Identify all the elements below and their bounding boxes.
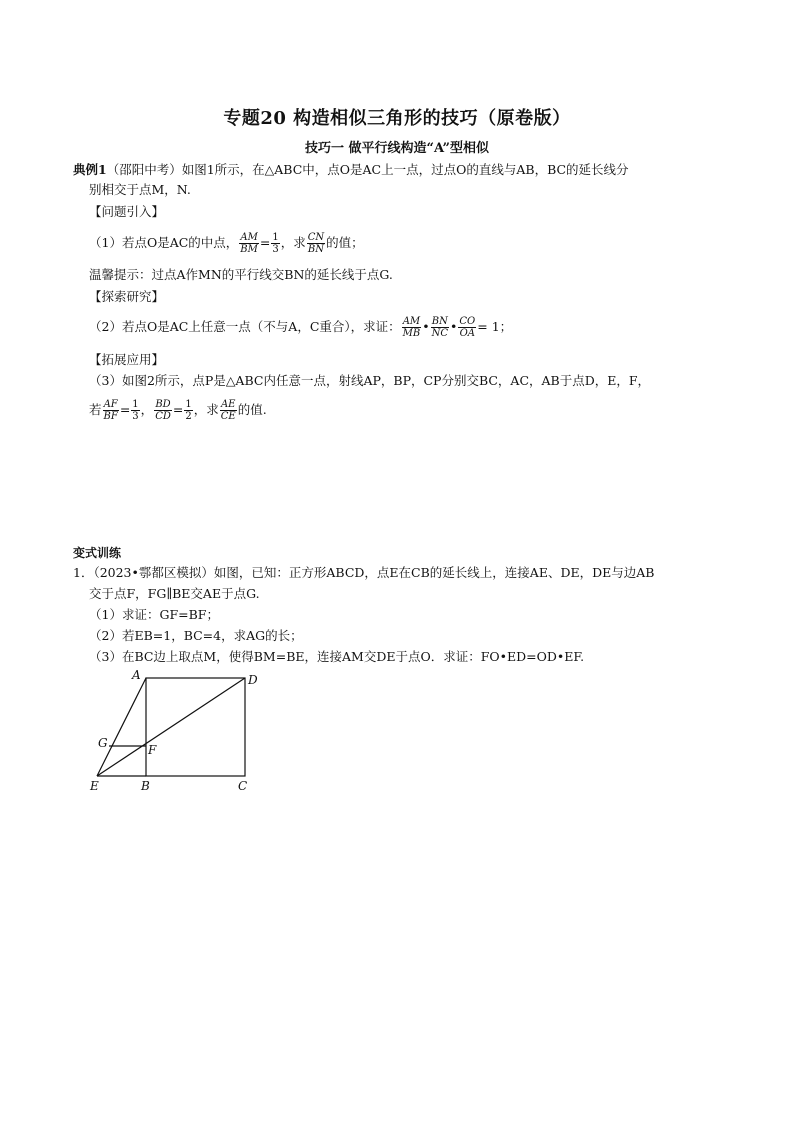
exercise-1-question-1: （1）求证：GF=BF；	[89, 607, 219, 622]
label-g: G	[98, 736, 108, 750]
explore-heading: 【探索研究】	[89, 289, 165, 304]
fraction: $\frac{AE}{CE}$	[220, 399, 236, 422]
example-line-1: 典例1（邵阳中考）如图1所示，在△ABC中，点O是AC上一点，过点O的直线与AB，BC的延长线分	[73, 162, 629, 177]
hint-text: 温馨提示：过点A作MN的平行线交BN的延长线于点G.	[89, 267, 393, 282]
fraction: $\frac{1}{3}$	[132, 399, 139, 422]
label-e: E	[90, 779, 99, 793]
fraction: $\frac{BN}{NC}$	[431, 316, 449, 339]
section-subtitle: 技巧一 做平行线构造“A”型相似	[304, 141, 490, 156]
application-heading: 【拓展应用】	[89, 352, 165, 367]
square-abcd	[146, 678, 245, 776]
fraction: $\frac{AM}{BM}$	[240, 232, 258, 255]
exercise-1-question-3: （3）在BC边上取点M，使得BM=BE，连接AM交DE于点O．求证：FO•ED=OD•EF.	[89, 649, 585, 664]
segment-ae	[97, 678, 146, 776]
exercise-1-line-2: 交于点F，FG∥BE交AE于点G.	[89, 586, 260, 601]
example-line-2: 别相交于点M，N.	[89, 182, 191, 197]
problem-intro-heading: 【问题引入】	[89, 204, 165, 219]
square-figure	[80, 668, 280, 798]
fraction: $\frac{AM}{MB}$	[402, 316, 421, 339]
exercise-section-title: 变式训练	[73, 546, 122, 560]
question-3-line-1: （3）如图2所示，点P是△ABC内任意一点，射线AP，BP，CP分别交BC，AC，AB于点D，E，F，	[89, 373, 651, 388]
fraction: $\frac{BD}{CD}$	[155, 399, 171, 422]
fraction: $\frac{CO}{OA}$	[459, 316, 476, 339]
fraction: $\frac{1}{2}$	[185, 399, 192, 422]
fraction: $\frac{1}{3}$	[272, 232, 279, 255]
label-b: B	[141, 779, 150, 793]
label-d: D	[248, 673, 258, 687]
question-2: （2）若点O是AC上任意一点（不与A，C重合），求证： $\frac{AM}{MB}$ • $\frac{BN}{NC}$ • $\frac{CO}{OA}$ = 1；	[89, 316, 513, 339]
fraction: $\frac{AF}{BF}$	[103, 399, 118, 422]
exercise-1-question-2: （2）若EB=1，BC=4，求AG的长；	[89, 628, 303, 643]
example-label: 典例1	[73, 162, 107, 177]
fraction: $\frac{CN}{BN}$	[307, 232, 325, 255]
label-a: A	[132, 668, 141, 682]
segment-de	[97, 678, 245, 776]
label-c: C	[238, 779, 248, 793]
page-title: 专题20 构造相似三角形的技巧（原卷版）	[223, 108, 571, 129]
exercise-1-line-1: 1．（2023•鄠都区模拟）如图，已知：正方形ABCD，点E在CB的延长线上，连接AE、DE，DE与边AB	[73, 565, 655, 580]
label-f: F	[148, 743, 157, 757]
question-3-line-2: 若 $\frac{AF}{BF}$ = $\frac{1}{3}$ ， $\frac{BD}{CD}$ = $\frac{1}{2}$ ，求 $\frac{AE}{CE}$ 的值.	[89, 399, 267, 422]
question-1: （1）若点O是AC的中点， $\frac{AM}{BM}$ = $\frac{1}{3}$ ，求 $\frac{CN}{BN}$ 的值；	[89, 232, 364, 255]
